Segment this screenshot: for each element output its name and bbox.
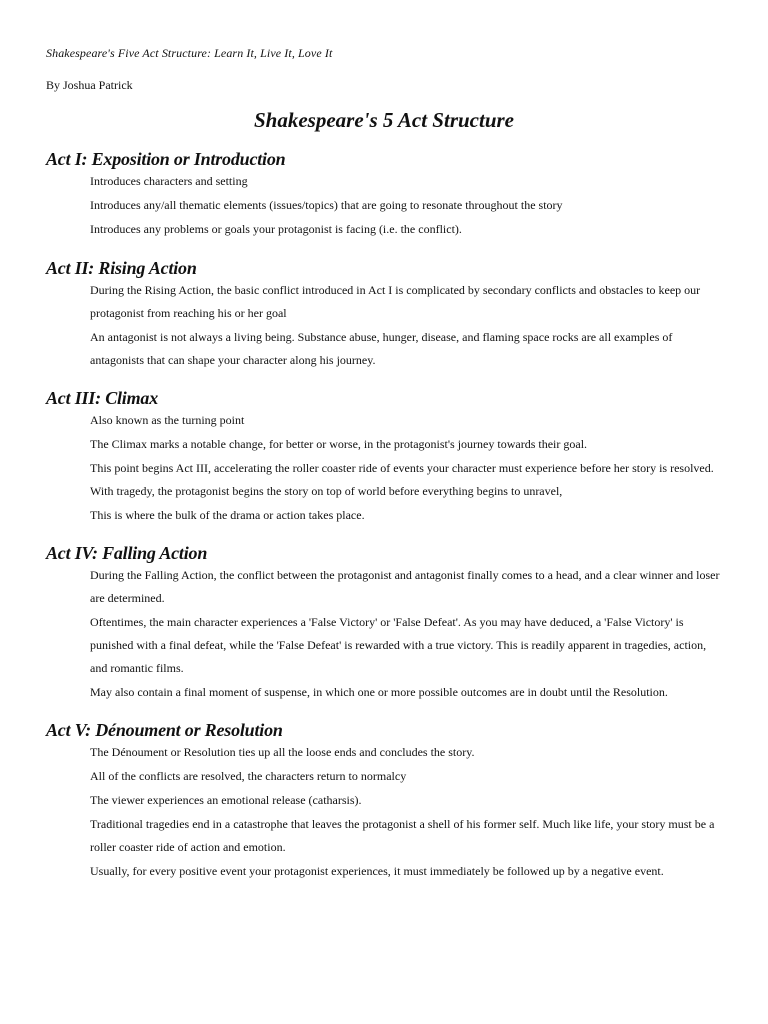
paragraph: The viewer experiences an emotional release (catharsis). (90, 793, 362, 807)
section-body (90, 279, 726, 372)
paragraph: This is where the bulk of the drama or action takes place. (90, 508, 365, 522)
document-header: Shakespeare's Five Act Structure: Learn It, Live It, Love It (46, 46, 333, 60)
section-body (90, 564, 726, 704)
paragraph: Usually, for every positive event your protagonist experiences, it must immediately be followed up by a negative event. (90, 864, 664, 878)
paragraph: Introduces any/all thematic elements (issues/topics) that are going to resonate throughout the story (90, 198, 563, 212)
section-heading: Act V: Dénoument or Resolution (46, 720, 283, 740)
paragraph: Oftentimes, the main character experiences a 'False Victory' or 'False Defeat'. As you may have deduced, a 'False Victory' is punished with a final defeat, while the 'False Defeat' is rewarded with a true victory. This is readily apparent in tragedies, action, and romantic films. (90, 615, 707, 675)
paragraph: Introduces any problems or goals your protagonist is facing (i.e. the conflict). (90, 222, 462, 236)
section-heading: Act II: Rising Action (46, 258, 197, 278)
section-act-4 (46, 542, 726, 704)
section-act-3 (46, 387, 726, 527)
paragraph: An antagonist is not always a living being. Substance abuse, hunger, disease, and flaming space rocks are all examples of antagonists that can shape your character along his journey. (90, 330, 673, 367)
paragraph: Traditional tragedies end in a catastrophe that leaves the protagonist a shell of his former self. Much like life, your story must be a roller coaster ride of action and emotion. (90, 817, 715, 854)
paragraph: All of the conflicts are resolved, the characters return to normalcy (90, 769, 407, 783)
document-author: By Joshua Patrick (46, 78, 133, 92)
document-title: Shakespeare's 5 Act Structure (254, 108, 514, 132)
paragraph: During the Rising Action, the basic conflict introduced in Act I is complicated by secondary conflicts and obstacles to keep our protagonist from reaching his or her goal (90, 283, 701, 320)
paragraph: This point begins Act III, accelerating the roller coaster ride of events your character must experience before her story is resolved. With tragedy, the protagonist begins the story on top of world before everything begins to unravel, (90, 461, 714, 498)
paragraph: Also known as the turning point (90, 413, 245, 427)
section-body (90, 741, 726, 883)
section-body (90, 170, 726, 241)
paragraph: The Dénoument or Resolution ties up all the loose ends and concludes the story. (90, 745, 475, 759)
paragraph: During the Falling Action, the conflict between the protagonist and antagonist finally comes to a head, and a clear winner and loser are determined. (90, 568, 720, 605)
section-heading: Act III: Climax (46, 388, 159, 408)
section-act-5 (46, 719, 726, 883)
paragraph: May also contain a final moment of suspense, in which one or more possible outcomes are in doubt until the Resolution. (90, 685, 668, 699)
section-act-2 (46, 257, 726, 372)
paragraph: Introduces characters and setting (90, 174, 248, 188)
section-heading: Act IV: Falling Action (46, 543, 208, 563)
section-heading: Act I: Exposition or Introduction (46, 149, 286, 169)
section-act-1 (46, 148, 726, 241)
section-body (90, 409, 726, 527)
paragraph: The Climax marks a notable change, for better or worse, in the protagonist's journey towards their goal. (90, 437, 588, 451)
